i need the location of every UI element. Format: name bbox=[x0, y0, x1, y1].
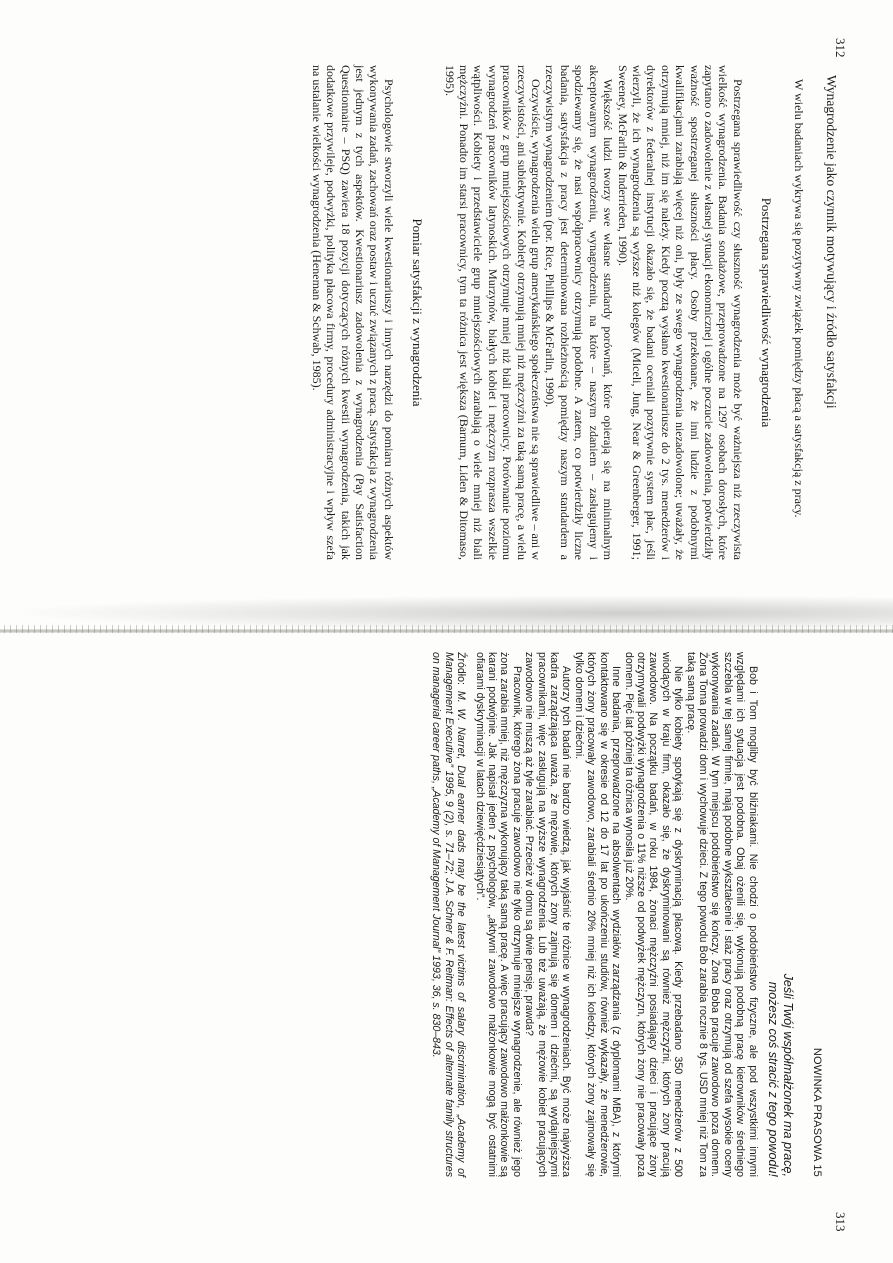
news-box bbox=[430, 652, 823, 1177]
intro-paragraph: W wielu badaniach wykrywa się pozytywny związek pomiędzy płacą a satysfakcją z pracy. bbox=[791, 79, 806, 518]
running-head: Wynagrodzenie jako czynnik motywujący i źródło satysfakcji bbox=[824, 75, 839, 409]
page-number-right: 313 bbox=[833, 1212, 848, 1232]
right-page bbox=[0, 632, 893, 1263]
section-title-perceived-fairness: Postrzegana sprawiedliwość wynagrodzenia bbox=[759, 197, 775, 428]
news-box-title bbox=[765, 652, 795, 1177]
left-page-text bbox=[309, 65, 838, 560]
page-number-left: 312 bbox=[833, 38, 848, 58]
paragraph: Większość ludzi tworzy swe własne standardy porównań, które opierają się na minimalnym akceptowanym wynagrodzeniu, wynagrodzeniu, na które – naszym zdaniem – zasługujemy i spodziewamy się, że nasi współpracownicy otrzymują podobne. A zatem, co potwierdziły liczne badania, satysfakcja z pracy jest determinowana rozbieżnością pomiędzy naszym standardem a rzeczywistym wynagrodzeniem (por. Rice, Phillips & McFarlin, 1990). bbox=[543, 65, 616, 560]
news-box-title-line: możesz coś stracić z tego powodu! bbox=[765, 981, 780, 1177]
paragraph: Postrzegana sprawiedliwość czy słuszność wynagrodzenia może być ważniejsza niż rzeczywista wielkość wynagrodzenia. Badania sondażowe, przeprowadzone na 1297 osobach dorosłych, które zapytano o zadowolenie z własnej sytuacji ekonomicznej i ogólne poczucie zadowolenia, potwierdziły ważność spostrzeganej słuszności płacy. Osoby przekonane, że inni ludzie z podobnymi kwalifikacjami zarabiają więcej niż oni, były ze swego wynagrodzenia niezadowolone; uważały, że otrzymują mniej, niż im się należy. Kiedy pocztą wysłano kwestionariusze do 2 tys. menedżerów i dyrektorów z federalnej instytucji okazało się, że badani oceniali pozytywnie system płac, jeśli wierzyli, że ich wynagrodzenia są wyższe niż kolegów (Miceli, Jung, Near & Greenberger, 1991; Sweeney, McFarlin & Inderrieden, 1990). bbox=[615, 65, 745, 560]
left-page bbox=[0, 0, 893, 631]
section-title-pay-satisfaction-measurement: Pomiar satysfakcji z wynagrodzenia bbox=[410, 218, 426, 407]
news-box-label: NOWINKA PRASOWA 15 bbox=[811, 1047, 823, 1177]
news-paragraph: Nie tylko kobiety spotykają się z dyskryminacją płacową. Kiedy przebadano 350 menedżerów z 500 wiodących w kraju firm, okazało się, że dyskryminowani są również mężczyźni, których żony pracują zawodowo. Na początku badań, w roku 1984, żonaci mężczyźni posiadający dzieci i pracujące żony otrzymywali podwyżki wynagrodzenia o 11% niższe od podwyżek mężczyzn, których żony nie pracowały poza domem. Pięć lat później ta różnica wynosiła już 20%. bbox=[622, 652, 685, 1177]
news-paragraph: Bob i Tom mogliby być bliźniakami. Nie chodzi o podobieństwo fizyczne, ale pod wszystkimi innymi względami ich sytuacja jest podobna. Obaj ożenili się, wykonują podobną pracę kierowników średniego szczebla w tej samej firmie, mają podobne wykształcenie i staż pracy oraz otrzymują od szefa wysokie oceny wykonywania zadań. W tym miejscu podobieństwo się kończy. Żona Boba pracuje zawodowo poza domem. Żona Toma prowadzi dom i wychowuje dzieci. Z tego powodu Bob zarabia rocznie 8 tys. USD mniej niż Tom za taką samą pracę. bbox=[684, 652, 759, 1177]
source-note bbox=[430, 652, 467, 1177]
source-text: M. W. Narret, Dual earner dads may be the latest victims of salary discrimination, „Academy of Management Executive” 1995, 9 (2), s. 71–72; J.A. Schner & F. Reitman: Effects of alternate family structures on managerial career paths, „Academy of Management Journal” 1993, 36, s. 830–843. bbox=[430, 652, 468, 1177]
paragraph: Oczywiście, wynagrodzenia wielu grup amerykańskiego społeczeństwa nie są sprawiedliwe – ani w rzeczywistości, ani subiektywnie. Kobiety otrzymują mniej niż mężczyźni za taką samą pracę, a wielu pracowników z grup mniejszościowych otrzymuje mniej niż biali pracownicy. Porównanie poziomu wynagrodzeń pracowników latynoskich. Murzynów, białych kobiet i mężczyzn rozprasza wszelkie wątpliwości. Kobiety i przedstawiciele grup mniejszościowych zarabiają o wiele mniej niż biali mężczyźni. Ponadto im starsi pracownicy, tym ta różnica jest większa (Barnum, Liden & Ditomaso, 1995). bbox=[442, 65, 544, 560]
news-paragraph: Inne badania, przeprowadzone na absolwentach wydziałów zarządzania (z dyplomami MBA), z którymi kontaktowano się w okresie od 12 do 17 lat po ukończeniu studiów, również wykazały, że menedżerowie, których żony pracowały zawodowo, zarabiali średnio 20% mniej niż ich koledzy, których żony zajmowały się tylko domem i dziećmi. bbox=[572, 652, 623, 1177]
news-paragraph: Pracownik, którego żona pracuje zawodowo nie tylko otrzymuje mniejsze wynagrodzenie, ale również jego żona zarabia mniej, niż mężczyzna wykonujący taką samą pracę. A więc pracujący zawodowo małżonkowie są karani podwójnie. Jak napisał jeden z psychologów, „aktywni zawodowo małżonkowie mogą być ostatnimi ofiarami dyskryminacji w latach dziewięćdziesiątych”. bbox=[473, 652, 523, 1177]
paragraph: Psychologowie stworzyli wiele kwestionariuszy i innych narzędzi do pomiaru różnych aspektów wykonywania zadań, zachowań oraz postaw i uczuć związanych z pracą. Satysfakcja z wynagrodzenia jest jednym z tych aspektów. Kwestionariusz zadowolenia z wynagrodzenia (Pay Satisfaction Questionnaire – PSQ) zawiera 18 pozycji dotyczących różnych kwestii wynagrodzenia, takich jak dodatkowe przywileje, podwyżki, polityka płacowa firmy, procedury administracyjne i wpływ szefa na ustalanie wielkości wynagrodzenia (Heneman & Schwab, 1985). bbox=[309, 65, 396, 560]
source-label: Źródło: bbox=[455, 652, 468, 685]
news-paragraph: Autorzy tych badań nie bardzo wiedzą, jak wyjaśnić te różnice w wynagrodzeniach. Być może najwyższa kadra zarządzająca uważa, że mężowie, których żony zajmują się domem i dziećmi, są wydajniejszymi pracownikami, więc zasługują na wyższe wynagrodzenia. Lub też uważają, że mężowie kobiet pracujących zawodowo nie muszą aż tyle zarabiać. Przecież w domu są dwie pensje, prawda? bbox=[523, 652, 573, 1177]
news-box-title-line: Jeśli Twój współmałżonek ma pracę, bbox=[780, 973, 795, 1177]
